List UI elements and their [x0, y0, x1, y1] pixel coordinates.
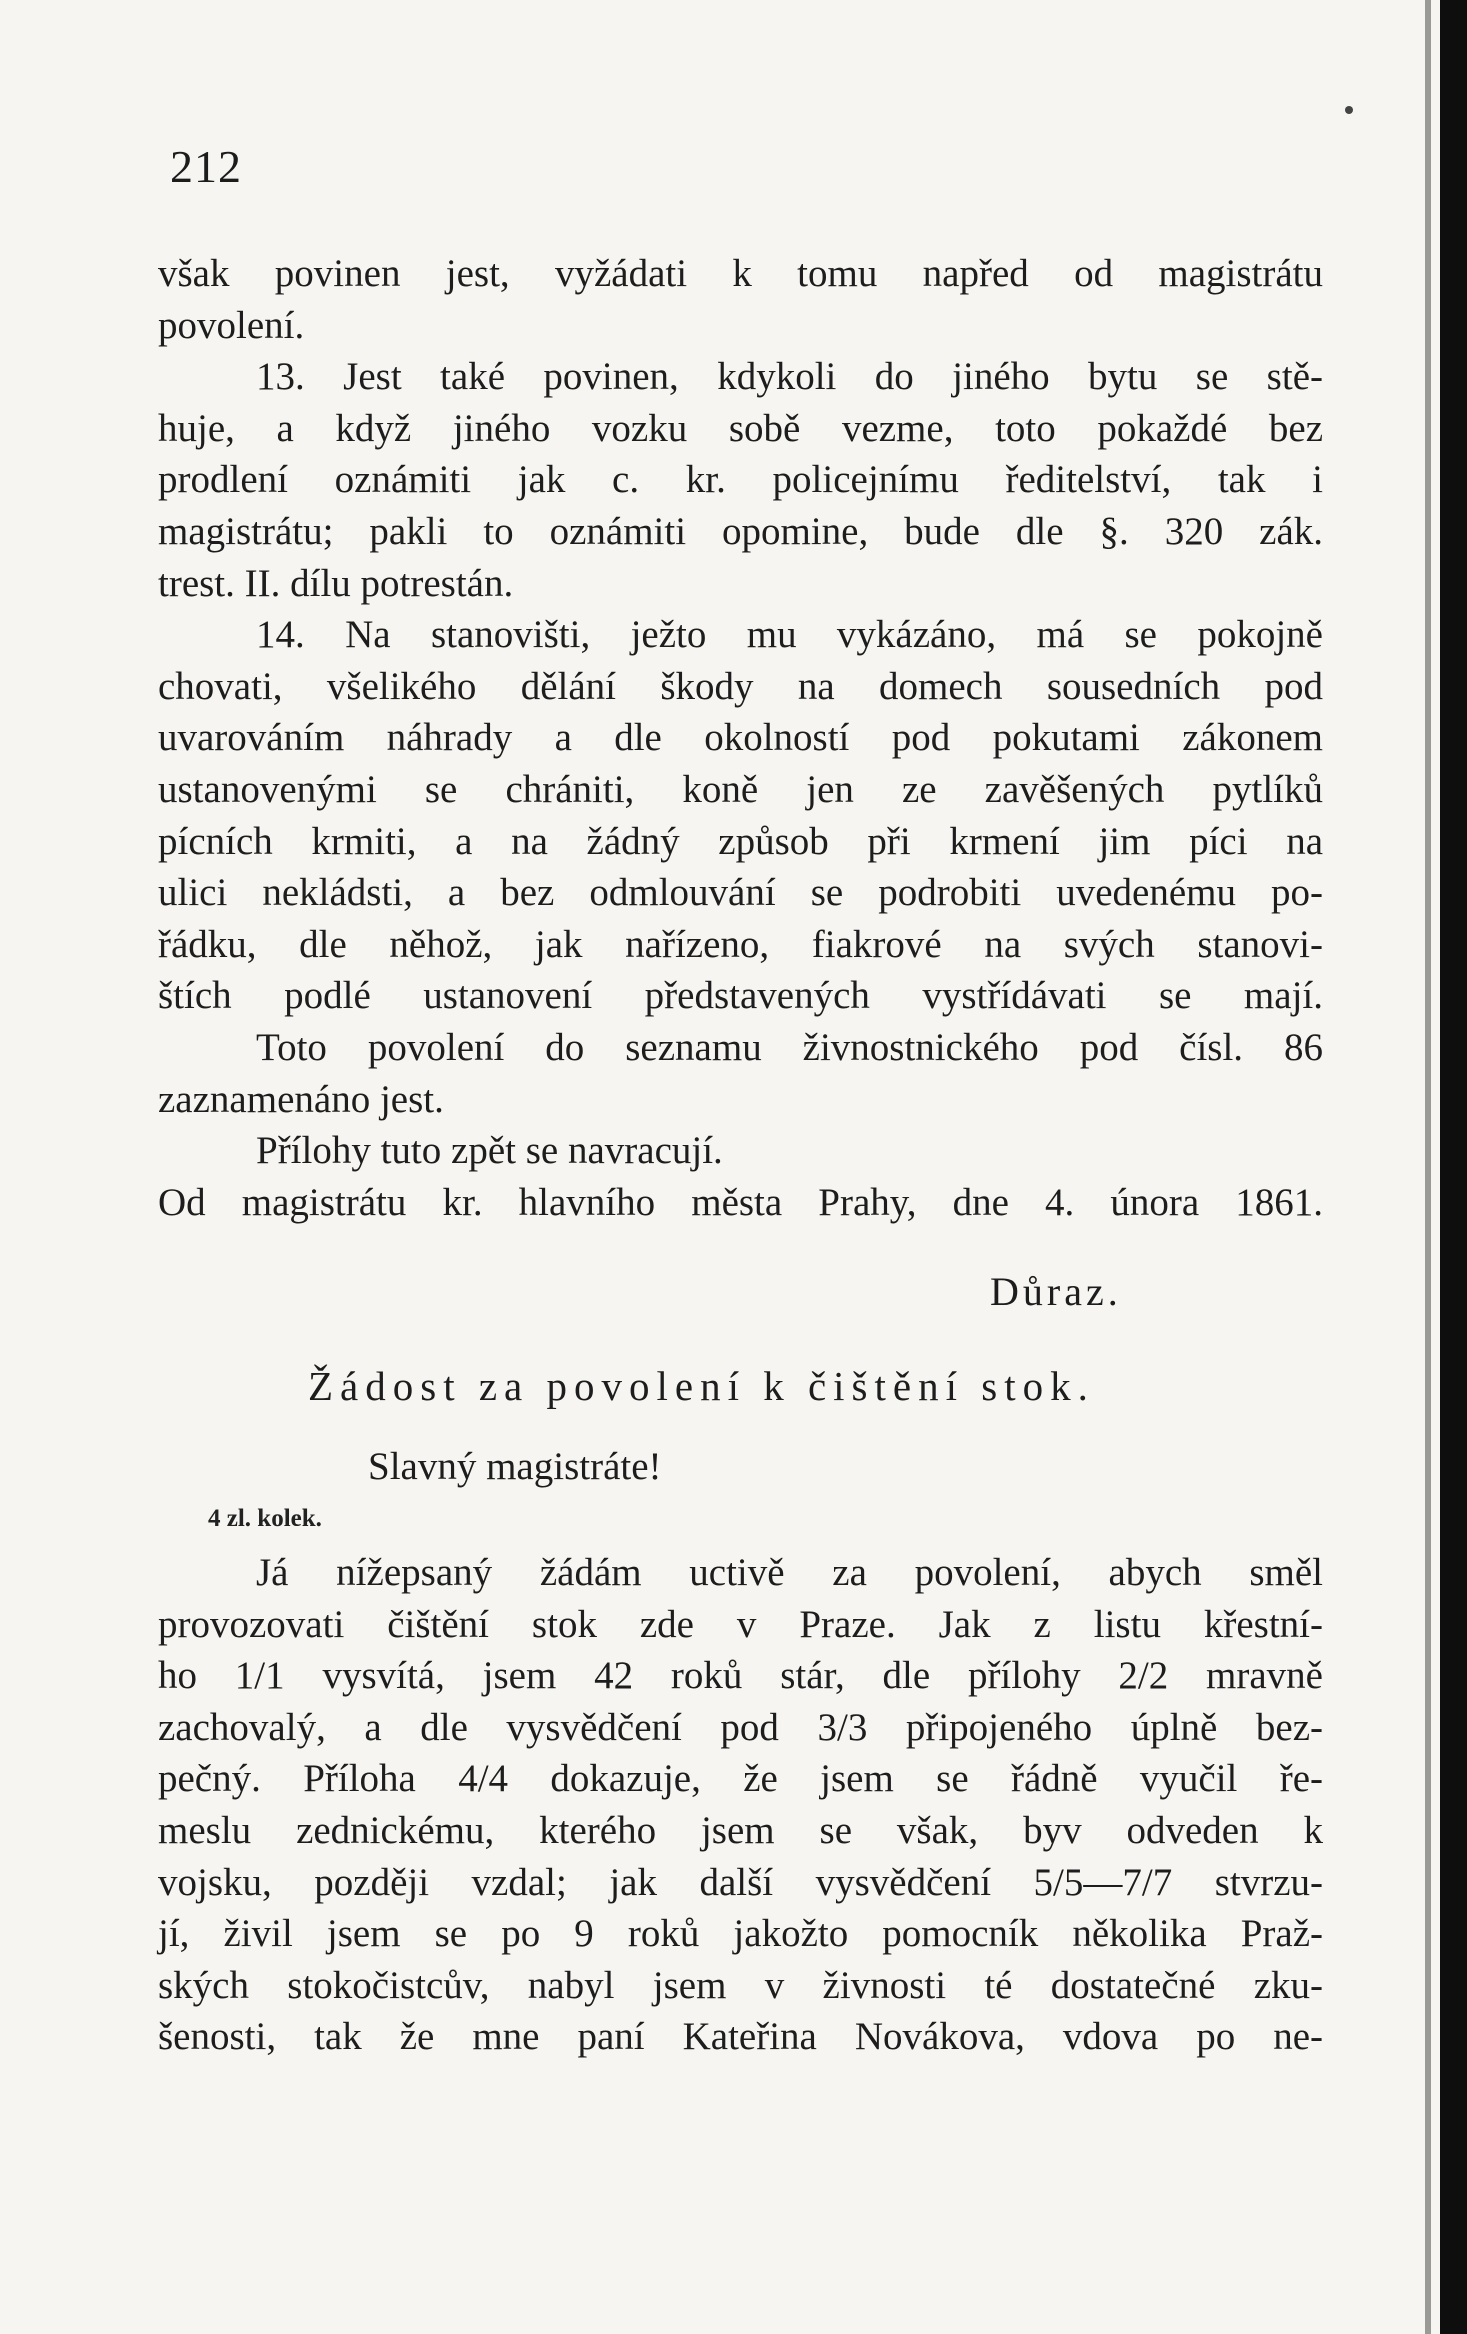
page-number: 212: [170, 141, 242, 192]
text-line: pečný. Příloha 4/4 dokazuje, že jsem se řádně vyučil ře-: [158, 1757, 1323, 1801]
salutation: Slavný magistráte!: [368, 1445, 662, 1488]
text-line: Já nížepsaný žádám uctivě za povolení, abych směl: [256, 1551, 1323, 1594]
text-line: Toto povolení do seznamu živnostnického pod čísl. 86: [256, 1025, 1323, 1069]
section-heading: Žádost za povolení k čištění stok.: [308, 1363, 1095, 1409]
text-line: zachovalý, a dle vysvědčení pod 3/3 připojeného úplně bez-: [158, 1705, 1323, 1749]
stamp-note: 4 zl. kolek.: [208, 1505, 322, 1532]
text-line: vojsku, později vzdal; jak další vysvědčení 5/5—7/7 stvrzu-: [158, 1860, 1323, 1904]
text-line: však povinen jest, vyžádati k tomu napřed od magistrátu: [158, 252, 1323, 295]
text-line: huje, a když jiného vozku sobě vezme, toto pokaždé bez: [158, 406, 1323, 450]
text-line: prodlení oznámiti jak c. kr. policejnímu ředitelství, tak i: [158, 458, 1323, 502]
text-line: řádku, dle něhož, jak nařízeno, fiakrové na svých stanovi-: [158, 922, 1323, 966]
text-line: štích podlé ustanovení představených vystřídávati se mají.: [158, 974, 1323, 1018]
text-line: jí, živil jsem se po 9 roků jakožto pomocník několika Praž-: [158, 1912, 1323, 1956]
page-spine-line: [1425, 0, 1431, 2334]
text-line: Přílohy tuto zpět se navracují.: [256, 1129, 723, 1173]
text-line: ulici nekládsti, a bez odmlouvání se podrobiti uvedenému po-: [158, 871, 1323, 915]
text-line: Od magistrátu kr. hlavního města Prahy, dne 4. února 1861.: [158, 1180, 1323, 1224]
text-line: trest. II. dílu potrestán.: [158, 561, 514, 605]
text-section-2: [158, 1547, 1323, 2063]
text-line: ustanovenými se chrániti, koně jen ze zavěšených pytlíků: [158, 767, 1323, 811]
text-line: uvarováním náhrady a dle okolností pod pokutami zákonem: [158, 716, 1323, 760]
text-line: chovati, všelikého dělání škody na domech sousedních pod: [158, 664, 1323, 708]
text-line: povolení.: [158, 303, 305, 347]
text-line: provozovati čištění stok zde v Praze. Jak z listu křestní-: [158, 1602, 1323, 1646]
ink-speck: [1345, 106, 1353, 114]
text-line: pícních krmiti, a na žádný způsob při krmení jim píci na: [158, 819, 1323, 863]
scan-edge: [1440, 0, 1467, 2334]
signature: Důraz.: [990, 1269, 1122, 1314]
text-line: šenosti, tak že mne paní Kateřina Novákova, vdova po ne-: [158, 2015, 1323, 2059]
text-line: ho 1/1 vysvítá, jsem 42 roků stár, dle přílohy 2/2 mravně: [158, 1654, 1323, 1698]
text-line: meslu zednickému, kterého jsem se však, byv odveden k: [158, 1808, 1323, 1852]
text-line: zaznamenáno jest.: [158, 1077, 444, 1121]
text-line: 13. Jest také povinen, kdykoli do jiného bytu se stě-: [256, 355, 1323, 399]
text-section-1: [158, 248, 1323, 1228]
text-line: magistrátu; pakli to oznámiti opomine, bude dle §. 320 zák.: [158, 509, 1323, 553]
text-line: ských stokočistcův, nabyl jsem v živnosti té dostatečné zku-: [158, 1963, 1323, 2007]
text-line: 14. Na stanovišti, ježto mu vykázáno, má se pokojně: [256, 613, 1323, 657]
